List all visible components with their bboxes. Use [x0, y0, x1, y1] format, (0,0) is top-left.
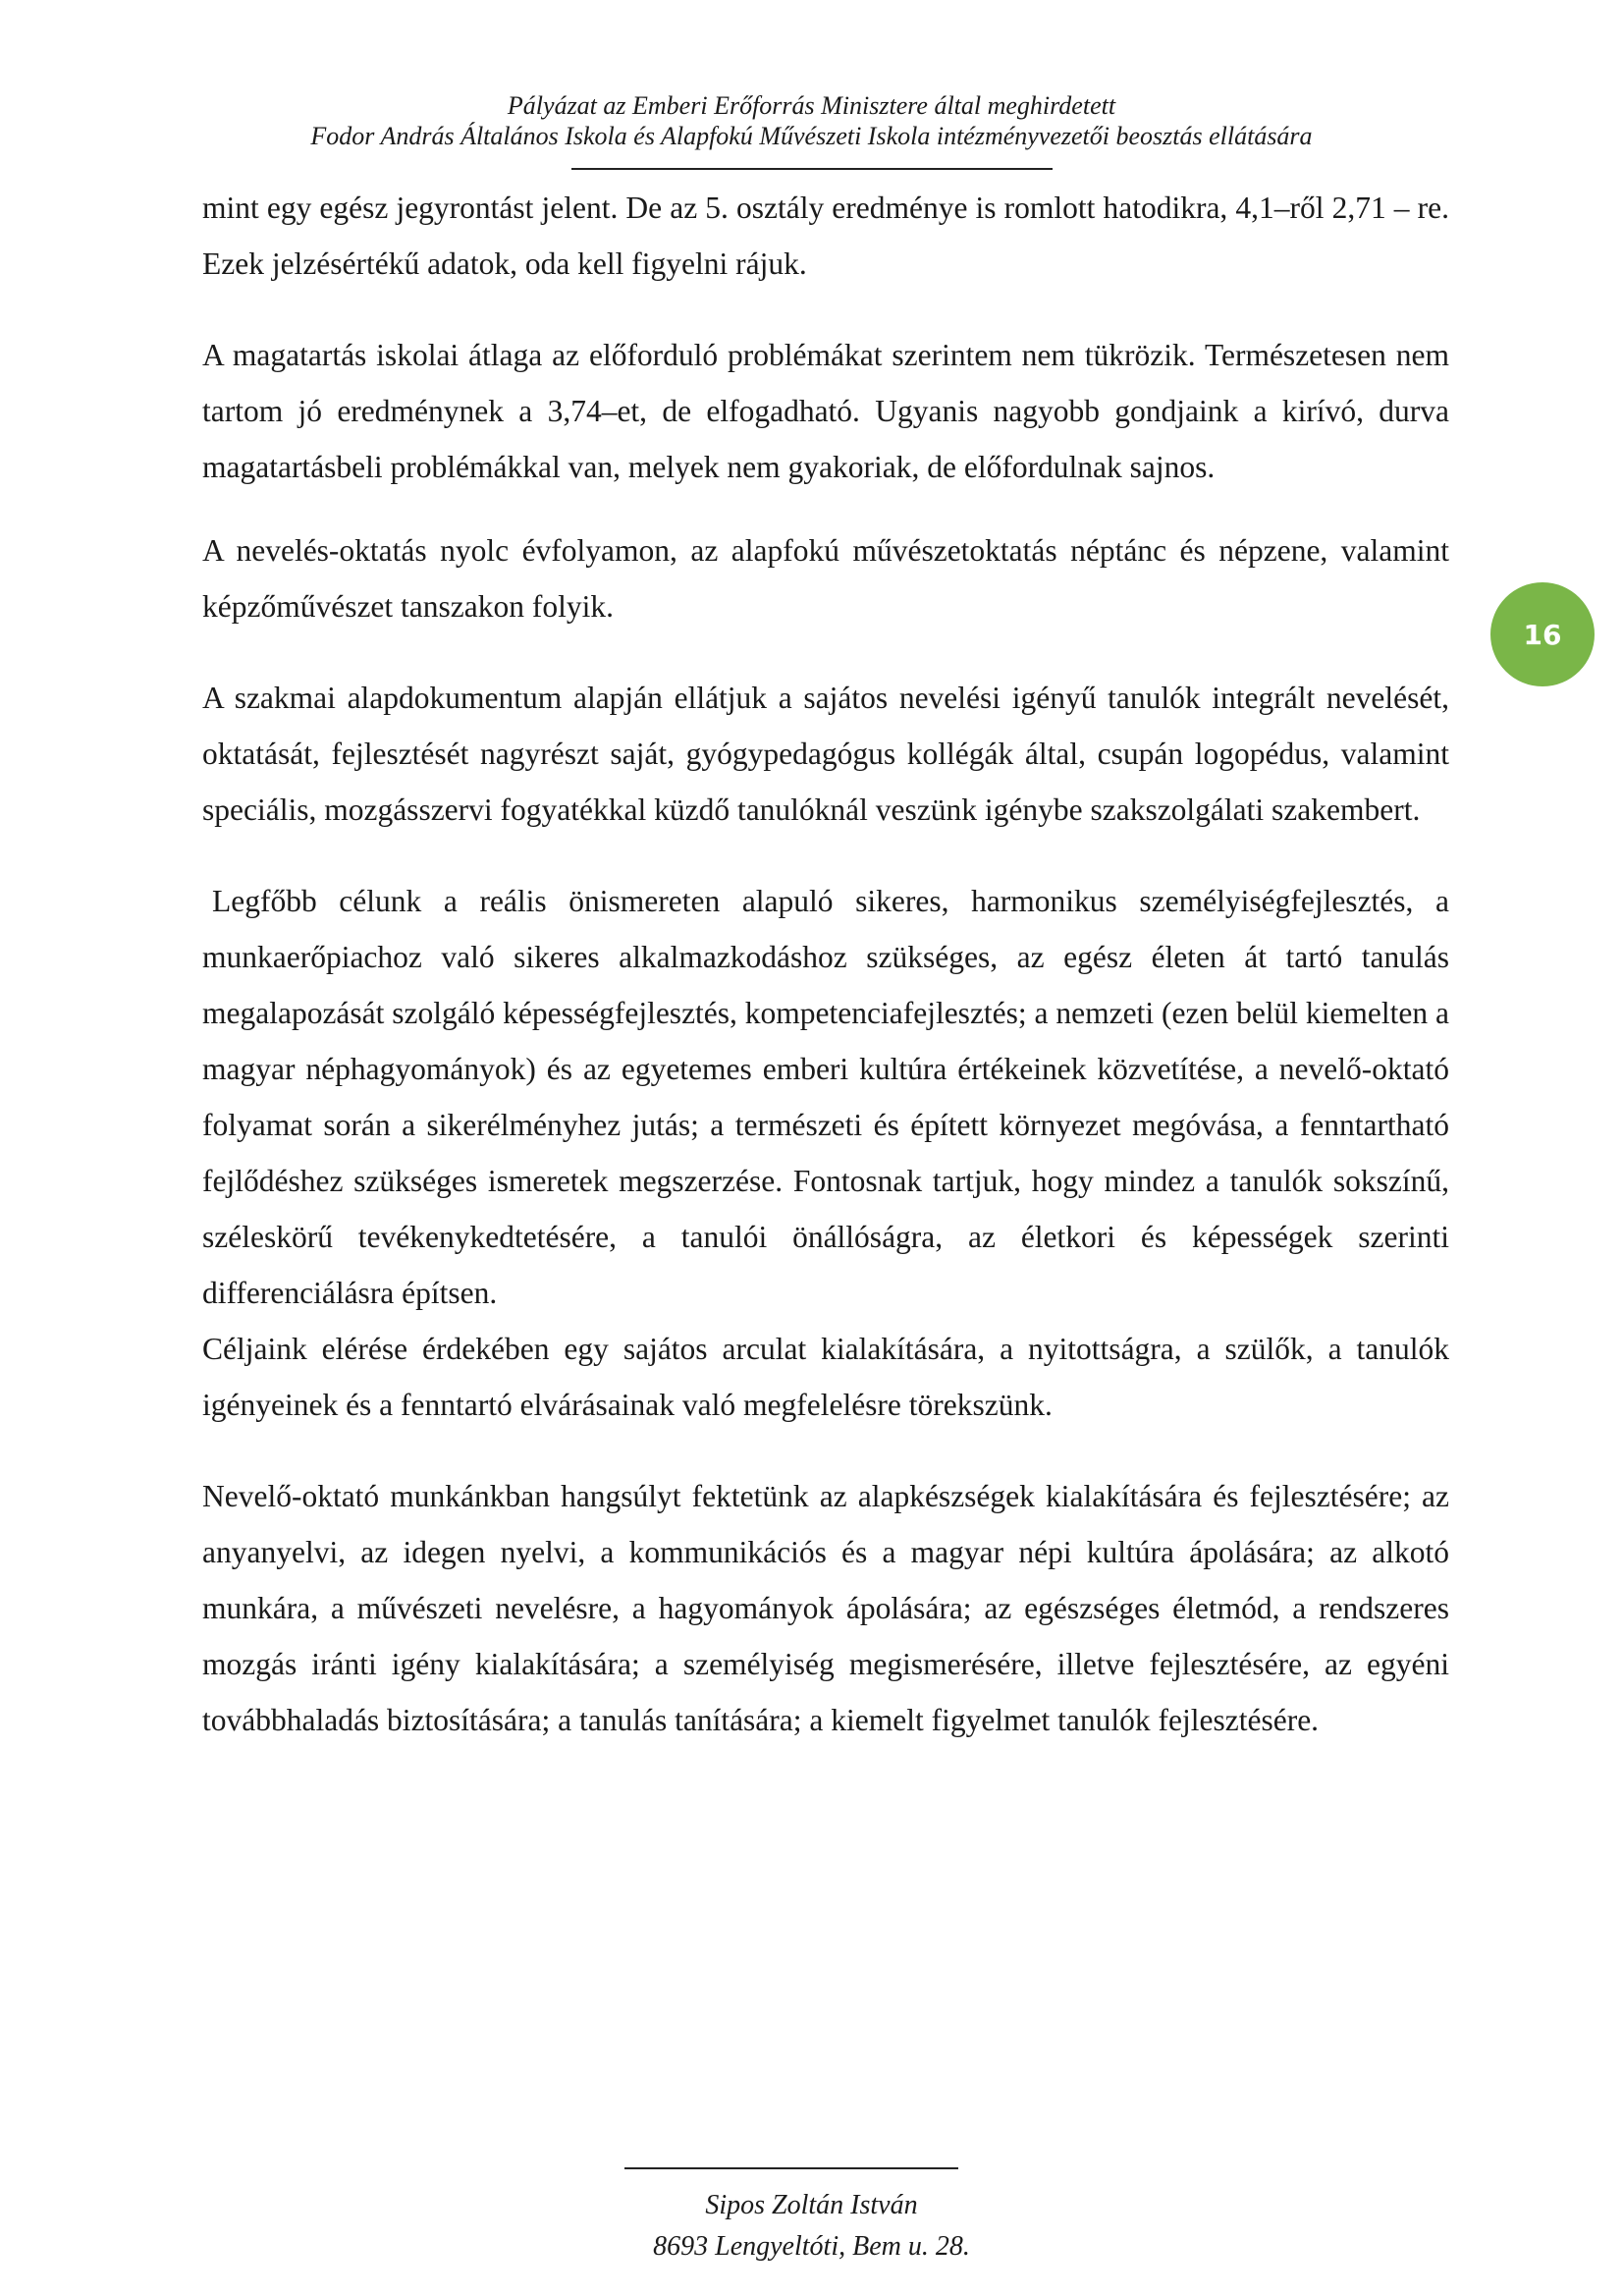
document-body [202, 180, 1449, 1748]
footer-divider [624, 2167, 958, 2169]
paragraph-5: Legfőbb célunk a reális önismereten alapuló sikeres, harmonikus személyiségfejlesztés, a munkaerőpiachoz való sikeres alkalmazkodáshoz szükséges, az egész életen át tartó tanulás megalapozását szolgáló képességfejlesztés, kompetenciafejlesztés; a nemzeti (ezen belül kiemelten a magyar néphagyományok) és az egyetemes emberi kultúra értékeinek közvetítése, a nevelő-oktató folyamat során a sikerélményhez jutás; a természeti és épített környezet megóvása, a fenntartható fejlődéshez szükséges ismeretek megszerzése. Fontosnak tartjuk, hogy mindez a tanulók sokszínű, széleskörű tevékenykedtetésére, a tanulói önállóságra, az életkori és képességek szerinti differenciálásra építsen. [202, 884, 1449, 1310]
header-line-2: Fodor András Általános Iskola és Alapfokú Művészeti Iskola intézményvezetői beosztás ellátására [310, 122, 1313, 150]
paragraph-7: Nevelő-oktató munkánkban hangsúlyt fektetünk az alapkészségek kialakítására és fejlesztésére; az anyanyelvi, az idegen nyelvi, a kommunikációs és a magyar népi kultúra ápolására; az alkotó munkára, a művészeti nevelésre, a hagyományok ápolására; az egészséges életmód, a rendszeres mozgás iránti igény kialakítására; a személyiség megismerésére, illetve fejlesztésére, az egyéni továbbhaladás biztosítására; a tanulás tanítására; a kiemelt figyelmet tanulók fejlesztésére. [202, 1479, 1449, 1737]
paragraph-1: mint egy egész jegyrontást jelent. De az 5. osztály eredménye is romlott hatodikra, 4,1–ről 2,71 – re. Ezek jelzésértékű adatok, oda kell figyelni rájuk. [202, 191, 1449, 281]
paragraph-4: A szakmai alapdokumentum alapján ellátjuk a sajátos nevelési igényű tanulók integrált nevelését, oktatását, fejlesztését nagyrészt saját, gyógypedagógus kollégák által, csupán logopédus, valamint speciális, mozgásszervi fogyatékkal küzdő tanulóknál veszünk igénybe szakszolgálati szakembert. [202, 681, 1449, 827]
page-header [0, 90, 1623, 151]
header-line-1: Pályázat az Emberi Erőforrás Minisztere által meghirdetett [507, 91, 1116, 120]
paragraph-6: Céljaink elérése érdekében egy sajátos arculat kialakítására, a nyitottságra, a szülők, a tanulók igényeinek és a fenntartó elvárásainak való megfelelésre törekszünk. [202, 1332, 1449, 1422]
page-footer [0, 2185, 1623, 2268]
footer-name: Sipos Zoltán István [705, 2190, 918, 2220]
paragraph-3: A nevelés-oktatás nyolc évfolyamon, az alapfokú művészetoktatás néptánc és népzene, valamint képzőművészet tanszakon folyik. [202, 533, 1449, 624]
footer-address: 8693 Lengyeltóti, Bem u. 28. [653, 2231, 970, 2262]
header-divider [571, 168, 1053, 170]
paragraph-2: A magatartás iskolai átlaga az előforduló problémákat szerintem nem tükrözik. Természetesen nem tartom jó eredménynek a 3,74–et, de elfogadható. Ugyanis nagyobb gondjaink a kirívó, durva magatartásbeli problémákkal van, melyek nem gyakoriak, de előfordulnak sajnos. [202, 338, 1449, 484]
page-number-badge: 16 [1490, 582, 1595, 686]
